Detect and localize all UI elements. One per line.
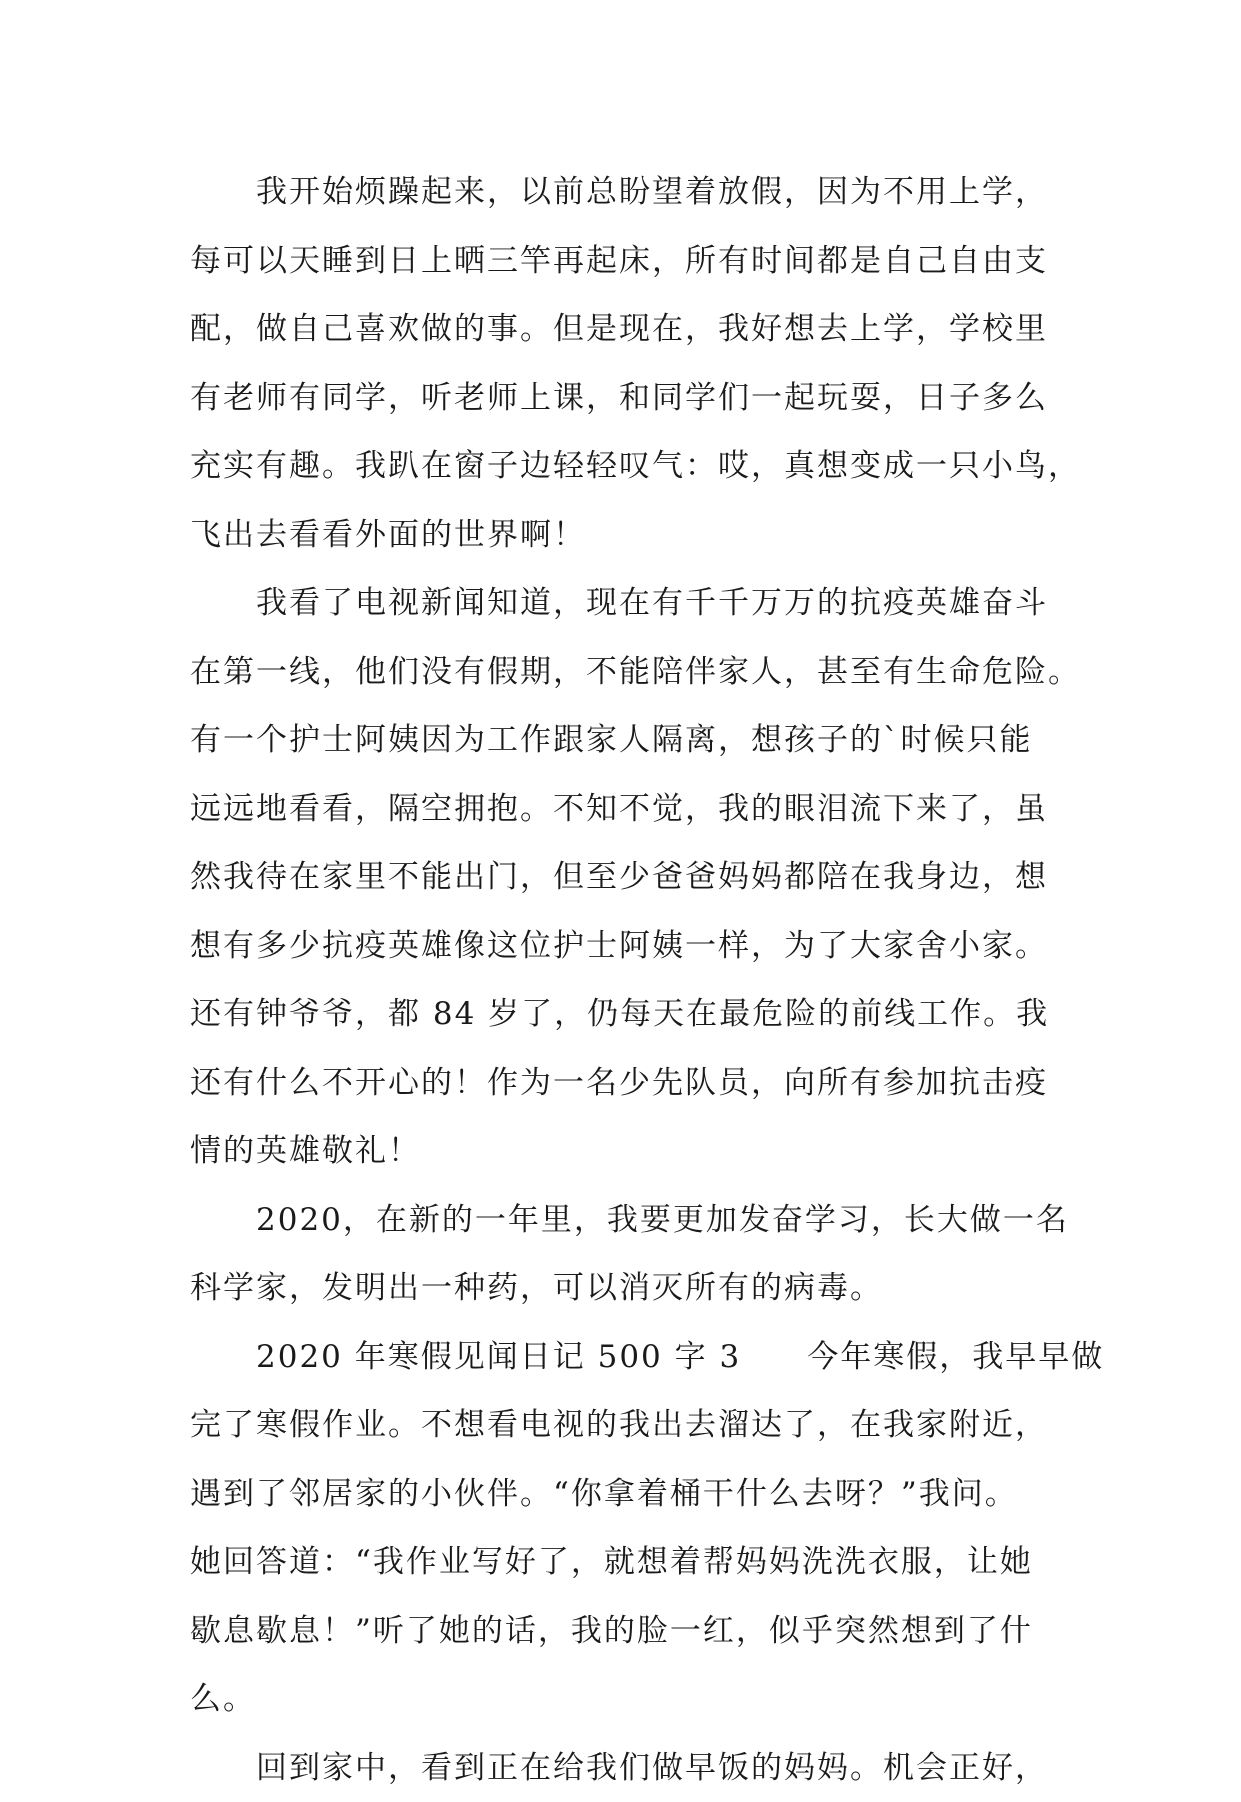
text-line: 在第一线，他们没有假期，不能陪伴家人，甚至有生命危险。 (190, 638, 1050, 707)
text-line: 充实有趣。我趴在窗子边轻轻叹气：哎，真想变成一只小鸟， (190, 432, 1050, 501)
document-body (190, 158, 1050, 1802)
text-line: 她回答道：“我作业写好了，就想着帮妈妈洗洗衣服，让她 (190, 1528, 1050, 1597)
text-line: 科学家，发明出一种药，可以消灭所有的病毒。 (190, 1254, 1050, 1323)
text-line: 我开始烦躁起来，以前总盼望着放假，因为不用上学， (190, 158, 1050, 227)
text-line: 遇到了邻居家的小伙伴。“你拿着桶干什么去呀？”我问。 (190, 1460, 1050, 1529)
text-line: 2020，在新的一年里，我要更加发奋学习，长大做一名 (190, 1186, 1050, 1255)
text-line: 完了寒假作业。不想看电视的我出去溜达了，在我家附近， (190, 1391, 1050, 1460)
text-line: 每可以天睡到日上晒三竿再起床，所有时间都是自己自由支 (190, 227, 1050, 296)
text-line: 有老师有同学，听老师上课，和同学们一起玩耍，日子多么 (190, 364, 1050, 433)
text-line: 还有什么不开心的！作为一名少先队员，向所有参加抗击疫 (190, 1049, 1050, 1118)
text-line: 我看了电视新闻知道，现在有千千万万的抗疫英雄奋斗 (190, 569, 1050, 638)
text-line: 有一个护士阿姨因为工作跟家人隔离，想孩子的`时候只能 (190, 706, 1050, 775)
text-line: 飞出去看看外面的世界啊！ (190, 501, 1050, 570)
text-line: 歇息歇息！”听了她的话，我的脸一红，似乎突然想到了什 (190, 1597, 1050, 1666)
text-line: 情的英雄敬礼！ (190, 1117, 1050, 1186)
text-line: 配，做自己喜欢做的事。但是现在，我好想去上学，学校里 (190, 295, 1050, 364)
text-line: 回到家中，看到正在给我们做早饭的妈妈。机会正好， (190, 1734, 1050, 1802)
text-line: 远远地看看，隔空拥抱。不知不觉，我的眼泪流下来了，虽 (190, 775, 1050, 844)
text-line: 么。 (190, 1665, 1050, 1734)
text-line: 然我待在家里不能出门，但至少爸爸妈妈都陪在我身边，想 (190, 843, 1050, 912)
text-line: 2020 年寒假见闻日记 500 字 3 今年寒假，我早早做 (190, 1323, 1050, 1392)
text-line: 想有多少抗疫英雄像这位护士阿姨一样，为了大家舍小家。 (190, 912, 1050, 981)
text-line: 还有钟爷爷，都 84 岁了，仍每天在最危险的前线工作。我 (190, 980, 1050, 1049)
